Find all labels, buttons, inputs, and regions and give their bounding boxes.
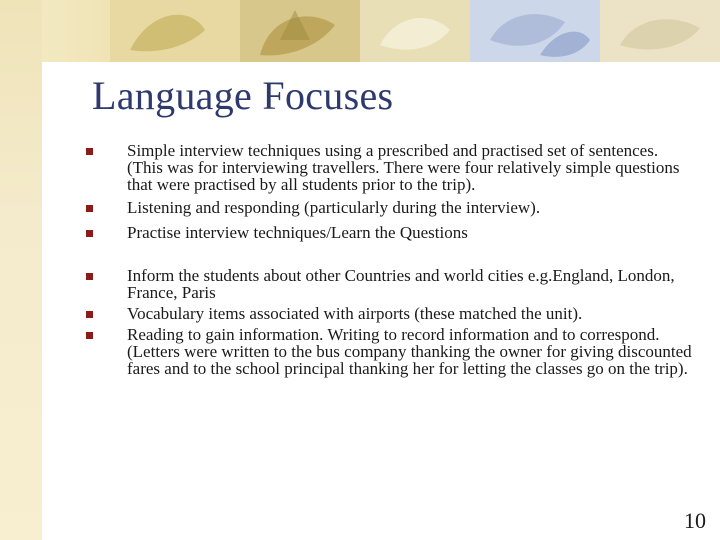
bullet-text: Simple interview techniques using a prescribed and practised set of sentences. (This was for interviewing travellers. There were four relatively simple questions that were practised by all students prior to the trip). [127,141,680,194]
bullet-item [86,199,696,216]
bullet-text: Reading to gain information. Writing to record information and to correspond. (Letters were written to the bus company thanking the owner for giving discounted fares and to the school principal thanking her for letting the classes go on the trip). [127,325,692,378]
bullet-square-icon [86,148,93,155]
bullet-square-icon [86,273,93,280]
bullet-item [86,305,696,322]
bullet-item [86,267,696,301]
bullet-text: Vocabulary items associated with airports (these matched the unit). [127,304,583,323]
leaf-collage-image [110,0,720,62]
bullet-text: Inform the students about other Countries and world cities e.g.England, London, France, Paris [127,266,675,302]
bullet-item [86,142,696,193]
bullet-square-icon [86,332,93,339]
decorative-side-band [0,0,42,540]
bullet-square-icon [86,230,93,237]
bullet-item [86,224,696,241]
decorative-banner [0,0,720,62]
bullet-text: Practise interview techniques/Learn the Questions [127,223,468,242]
bullet-square-icon [86,311,93,318]
bullet-item [86,326,696,377]
slide-title: Language Focuses [92,73,394,118]
page-number: 10 [684,508,706,533]
bullet-text: Listening and responding (particularly during the interview). [127,198,541,217]
bullet-square-icon [86,205,93,212]
bullet-list [86,140,696,377]
